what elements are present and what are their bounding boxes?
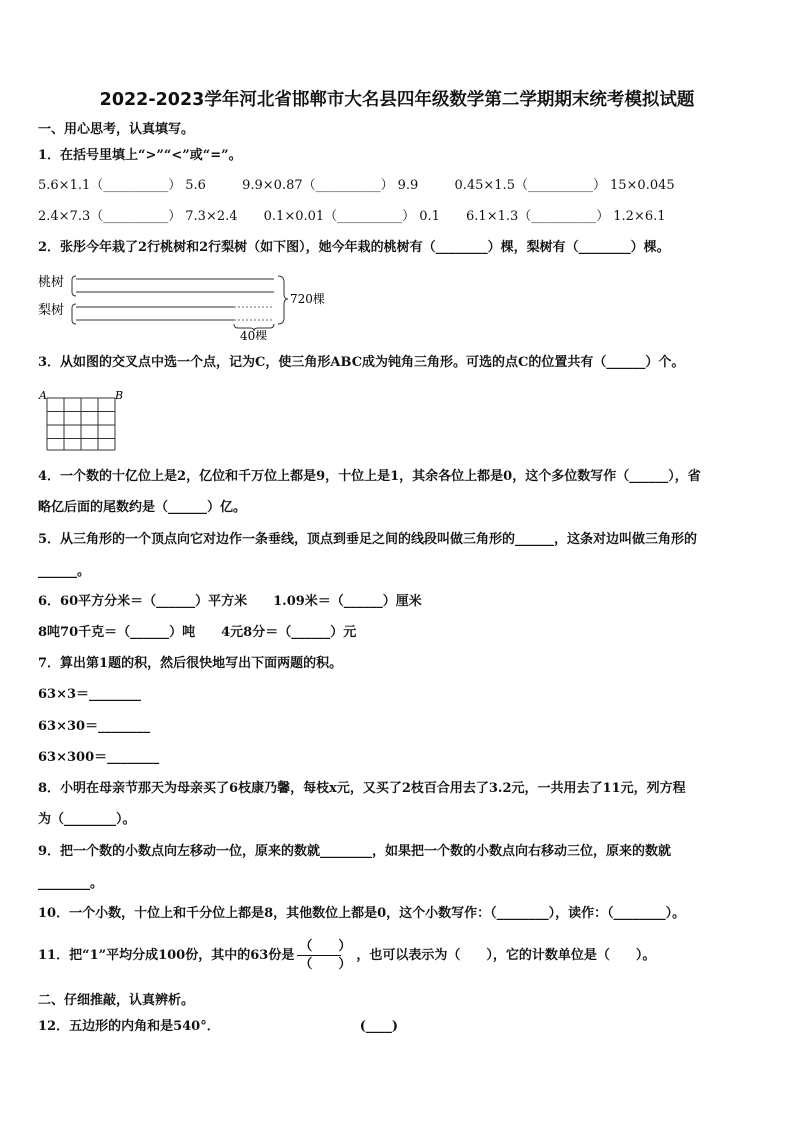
question-6d: 4元8分＝（______）元	[221, 625, 357, 640]
compare-left: 0.45×1.5	[454, 178, 515, 193]
question-1: 1．在括号里填上“>”“<”或“=”。	[38, 148, 242, 163]
compare-blank[interactable]: （__________）	[324, 209, 416, 224]
fraction-numerator[interactable]: （ ）	[299, 939, 352, 954]
grid-lines	[47, 398, 115, 450]
question-7: 7．算出第1题的积，然后很快地写出下面两题的积。	[38, 656, 343, 671]
question-4-line-2: 略亿后面的尾数约是（______）亿。	[38, 500, 247, 515]
question-6-line-2	[38, 624, 356, 642]
question-7-item-2: 63×30＝________	[38, 719, 151, 734]
section-2-heading: 二、仔细推敲，认真辨析。	[38, 993, 195, 1008]
question-10: 10．一个小数，十位上和千分位上都是8，其他数位上都是0，这个小数写作：（________），读作：（________）。	[38, 906, 686, 921]
grid-figure	[38, 387, 128, 455]
question-8-line-2: 为（________）。	[38, 812, 136, 827]
question-11-suffix: ，也可以表示为（ ），它的计数单位是（ ）。	[356, 948, 656, 963]
question-8-line-1: 8．小明在母亲节那天为母亲买了6枝康乃馨，每枝x元，又买了2枝百合用去了3.2元，一共用去了11元，列方程	[38, 781, 686, 796]
question-7-item-1: 63×3＝________	[38, 687, 142, 702]
compare-blank[interactable]: （__________）	[90, 209, 182, 224]
compare-blank[interactable]: （__________）	[302, 178, 394, 193]
section-1-heading: 一、用心思考，认真填写。	[38, 122, 195, 137]
total-label: 720棵	[290, 292, 325, 306]
question-2: 2．张彤今年栽了2行桃树和2行梨树（如下图），她今年栽的桃树有（________）棵，梨树有（________）棵。	[38, 240, 670, 255]
compare-left: 0.1×0.01	[263, 209, 325, 224]
point-b-label: B	[115, 389, 124, 402]
question-6b: 1.09米＝（______）厘米	[273, 594, 422, 609]
question-11	[38, 938, 655, 974]
compare-left: 6.1×1.3	[466, 209, 519, 224]
compare-blank[interactable]: （__________）	[90, 178, 182, 193]
tree-diagram	[36, 268, 336, 340]
question-5-line-1: 5．从三角形的一个顶点向它对边作一条垂线，顶点到垂足之间的线段叫做三角形的______，这条对边叫做三角形的	[38, 532, 698, 547]
question-6-line-1	[38, 593, 422, 611]
peach-label: 桃树	[38, 275, 65, 290]
total-brace	[278, 276, 288, 324]
compare-blank[interactable]: （__________）	[514, 178, 606, 193]
compare-left: 9.9×0.87	[242, 178, 303, 193]
question-12-blank[interactable]: (____)	[359, 1019, 399, 1034]
fraction-blank[interactable]	[297, 938, 353, 973]
compare-left: 5.6×1.1	[38, 178, 91, 193]
compare-left: 2.4×7.3	[38, 209, 91, 224]
diff-label: 40棵	[240, 329, 268, 340]
question-5-line-2: ______。	[38, 564, 91, 579]
question-6c: 8吨70千克＝（______）吨	[38, 625, 196, 640]
point-a-label: A	[39, 389, 47, 402]
compare-right: 0.1	[419, 209, 440, 224]
compare-right: 9.9	[397, 178, 419, 193]
question-1-row-2	[38, 208, 666, 226]
compare-right: 1.2×6.1	[613, 209, 666, 224]
question-12-text: 12．五边形的内角和是540°．	[38, 1019, 220, 1034]
question-4-line-1: 4．一个数的十亿位上是2，亿位和千万位上都是9，十位上是1，其余各位上都是0，这个多位数写作（______），省	[38, 469, 701, 484]
question-1-row-1	[38, 177, 675, 195]
compare-right: 5.6	[185, 178, 206, 193]
question-9-line-2: ________。	[38, 876, 104, 891]
fraction-denominator[interactable]: （ ）	[299, 957, 352, 972]
question-3: 3．从如图的交叉点中选一个点，记为C，使三角形ABC成为钝角三角形。可选的点C的位置共有（______）个。	[38, 355, 685, 370]
compare-blank[interactable]: （__________）	[518, 209, 610, 224]
question-11-prefix: 11．把“1”平均分成100份，其中的63份是	[38, 948, 295, 963]
compare-right: 7.3×2.4	[185, 209, 238, 224]
question-7-item-3: 63×300＝________	[38, 750, 160, 765]
page-title: 2022-2023学年河北省邯郸市大名县四年级数学第二学期期末统考模拟试题	[99, 90, 695, 110]
question-12	[38, 1018, 398, 1036]
pear-label: 梨树	[38, 303, 65, 318]
question-6a: 6．60平方分米＝（______）平方米	[38, 594, 248, 609]
pear-brace	[72, 304, 76, 324]
compare-right: 15×0.045	[609, 178, 675, 193]
question-9-line-1: 9．把一个数的小数点向左移动一位，原来的数就________，如果把一个数的小数点向右移动三位，原来的数就	[38, 844, 672, 859]
peach-brace	[72, 276, 76, 296]
